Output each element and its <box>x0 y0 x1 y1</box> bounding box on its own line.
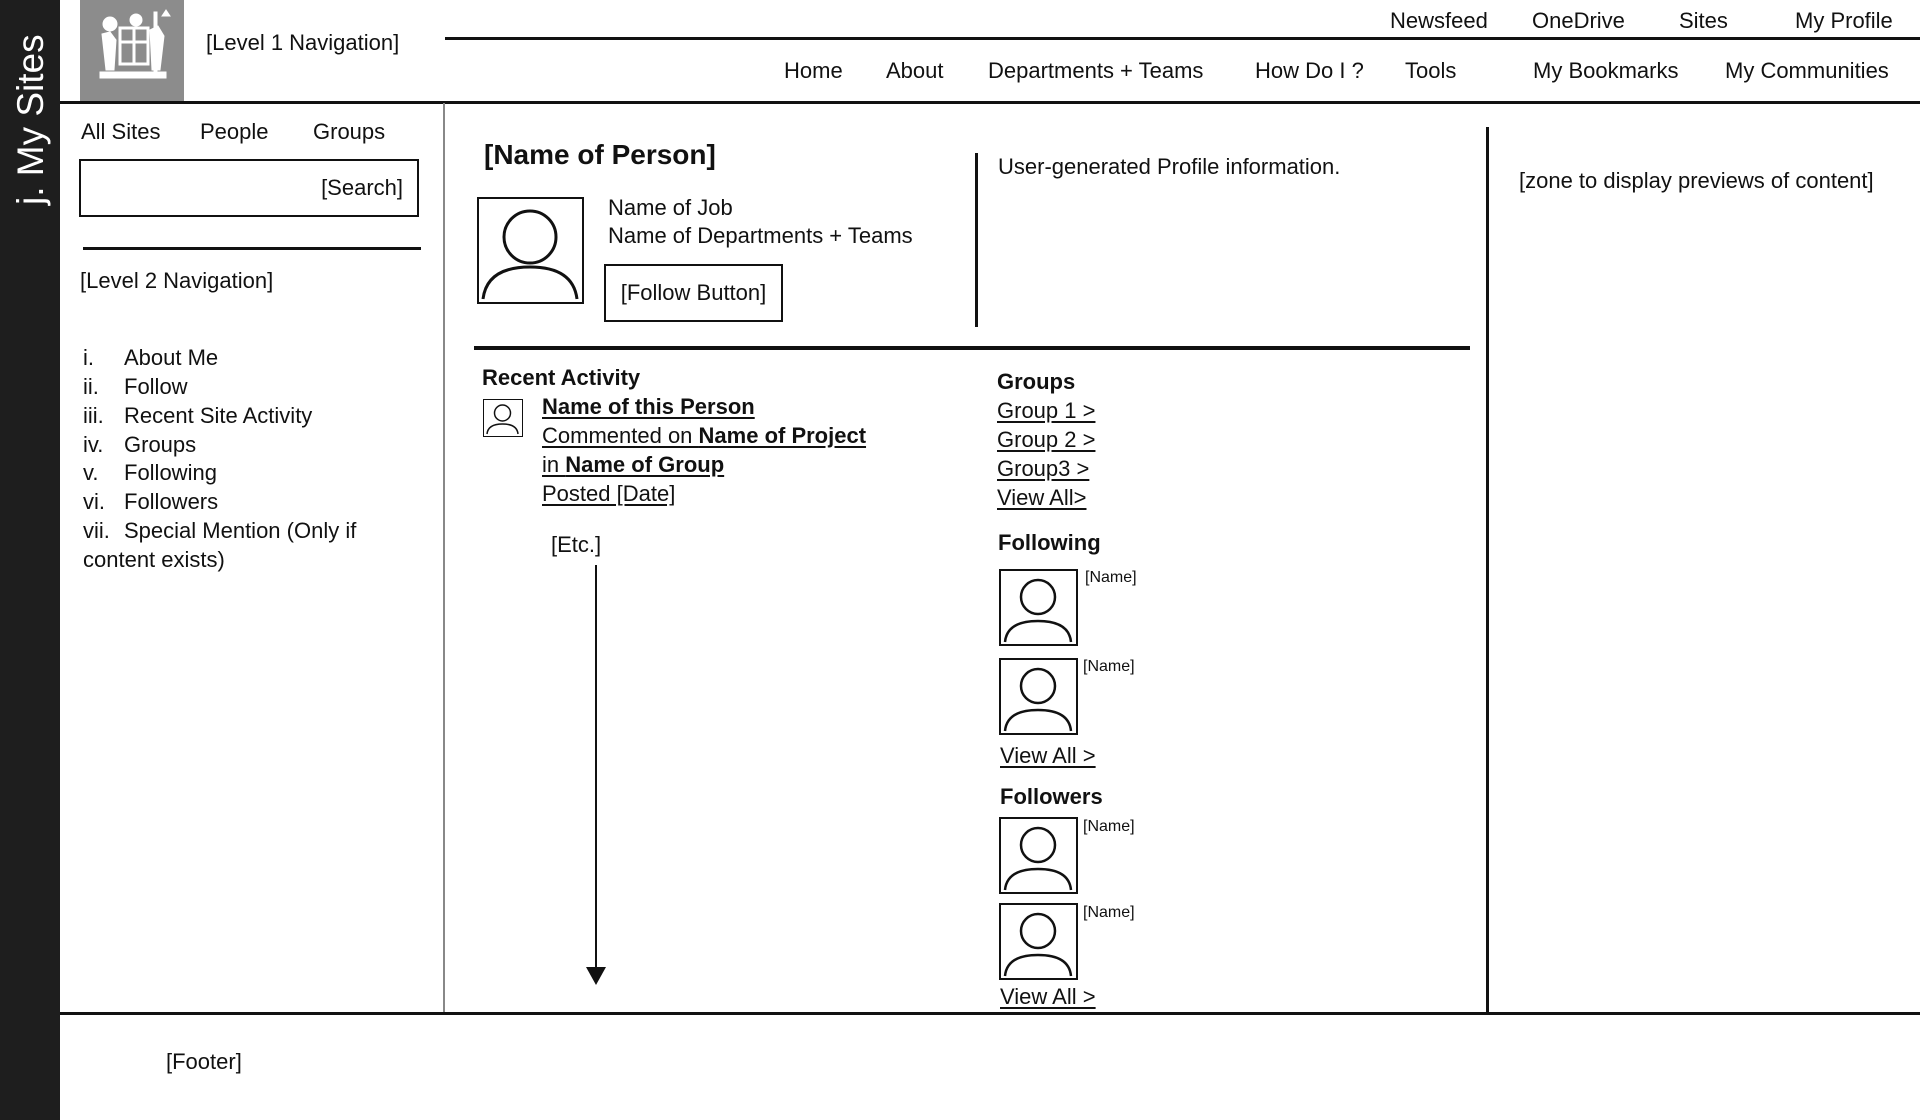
activity-person-link[interactable]: Name of this Person <box>542 394 755 419</box>
nav-departments-teams[interactable]: Departments + Teams <box>988 58 1204 83</box>
person-icon <box>1001 905 1075 977</box>
sidebar-item-special-mention-continued: content exists) <box>83 547 225 572</box>
activity-posted-date[interactable]: Posted [Date] <box>542 481 676 506</box>
person-icon <box>484 400 521 435</box>
activity-group-line[interactable]: in Name of Group <box>542 452 725 477</box>
nav-my-bookmarks[interactable]: My Bookmarks <box>1533 58 1679 83</box>
side-band <box>0 0 60 1120</box>
nav-how-do-i[interactable]: How Do I ? <box>1255 58 1364 83</box>
following-avatar[interactable] <box>999 658 1078 735</box>
groups-view-all-link[interactable]: View All> <box>997 485 1087 510</box>
follow-button[interactable]: [Follow Button] <box>604 264 783 322</box>
sidebar-item-groups[interactable]: iv. Groups <box>83 432 197 457</box>
nav-home[interactable]: Home <box>784 58 843 83</box>
preview-zone-divider <box>1486 127 1489 1013</box>
person-icon <box>479 199 581 301</box>
continue-arrow-icon <box>584 565 608 987</box>
activity-group-link[interactable]: Name of Group <box>565 452 725 477</box>
group-link-2[interactable]: Group 2 > <box>997 427 1096 452</box>
top-links-divider <box>445 37 1920 40</box>
top-link-onedrive[interactable]: OneDrive <box>1532 8 1625 33</box>
nav-tools[interactable]: Tools <box>1405 58 1457 83</box>
seal-icon <box>80 0 184 101</box>
sidebar-tab-all-sites[interactable]: All Sites <box>81 119 161 144</box>
nav-about[interactable]: About <box>886 58 944 83</box>
footer-divider <box>60 1012 1920 1015</box>
footer-label: [Footer] <box>166 1049 242 1074</box>
profile-avatar <box>477 197 584 304</box>
following-view-all-link[interactable]: View All > <box>1000 743 1096 768</box>
level1-navigation-label: [Level 1 Navigation] <box>206 30 400 55</box>
followers-heading: Followers <box>1000 784 1103 809</box>
top-link-sites[interactable]: Sites <box>1679 8 1728 33</box>
profile-divider <box>474 346 1470 350</box>
group-link-3[interactable]: Group3 > <box>997 456 1090 481</box>
following-avatar[interactable] <box>999 569 1078 646</box>
sidebar-item-special-mention[interactable]: vii. Special Mention (Only if <box>83 518 357 543</box>
activity-etc-label: [Etc.] <box>551 532 602 557</box>
top-link-my-profile[interactable]: My Profile <box>1795 8 1893 33</box>
profile-info: User-generated Profile information. <box>998 154 1341 179</box>
person-name: [Name of Person] <box>484 139 716 170</box>
follower-name[interactable]: [Name] <box>1083 818 1135 835</box>
activity-project-link[interactable]: Name of Project <box>698 423 867 448</box>
group-link-1[interactable]: Group 1 > <box>997 398 1096 423</box>
activity-avatar <box>483 399 523 437</box>
profile-info-divider <box>975 153 978 327</box>
follower-avatar[interactable] <box>999 903 1078 980</box>
search-input[interactable] <box>79 159 419 217</box>
sidebar-item-follow[interactable]: ii. Follow <box>83 374 188 399</box>
level2-navigation-label: [Level 2 Navigation] <box>80 268 274 293</box>
groups-heading: Groups <box>997 369 1076 394</box>
job-title: Name of Job <box>608 195 733 220</box>
search-placeholder: [Search] <box>321 175 403 200</box>
sidebar-item-about-me[interactable]: i. About Me <box>83 345 219 370</box>
nav-my-communities[interactable]: My Communities <box>1725 58 1889 83</box>
sidebar-tab-groups[interactable]: Groups <box>313 119 386 144</box>
followers-view-all-link[interactable]: View All > <box>1000 984 1096 1009</box>
preview-zone-label: [zone to display previews of content] <box>1519 168 1874 193</box>
activity-commented-line[interactable]: Commented on Name of Project <box>542 423 867 448</box>
departments-teams: Name of Departments + Teams <box>608 223 913 248</box>
sidebar-tab-people[interactable]: People <box>200 119 269 144</box>
sidebar-divider <box>443 103 445 1013</box>
following-name[interactable]: [Name] <box>1085 569 1137 586</box>
following-heading: Following <box>998 530 1101 555</box>
sidebar-item-followers[interactable]: vi. Followers <box>83 489 219 514</box>
person-icon <box>1001 660 1075 732</box>
side-band-label: j. My Sites <box>10 34 51 205</box>
sidebar-item-following[interactable]: v. Following <box>83 460 217 485</box>
sidebar-search-divider <box>83 247 421 250</box>
seal-logo[interactable] <box>80 0 184 101</box>
top-link-newsfeed[interactable]: Newsfeed <box>1390 8 1488 33</box>
follower-name[interactable]: [Name] <box>1083 904 1135 921</box>
header-divider <box>60 101 1920 104</box>
follower-avatar[interactable] <box>999 817 1078 894</box>
following-name[interactable]: [Name] <box>1083 658 1135 675</box>
recent-activity-heading: Recent Activity <box>482 365 641 390</box>
person-icon <box>1001 571 1075 643</box>
sidebar-item-recent-site-activity[interactable]: iii. Recent Site Activity <box>83 403 313 428</box>
person-icon <box>1001 819 1075 891</box>
